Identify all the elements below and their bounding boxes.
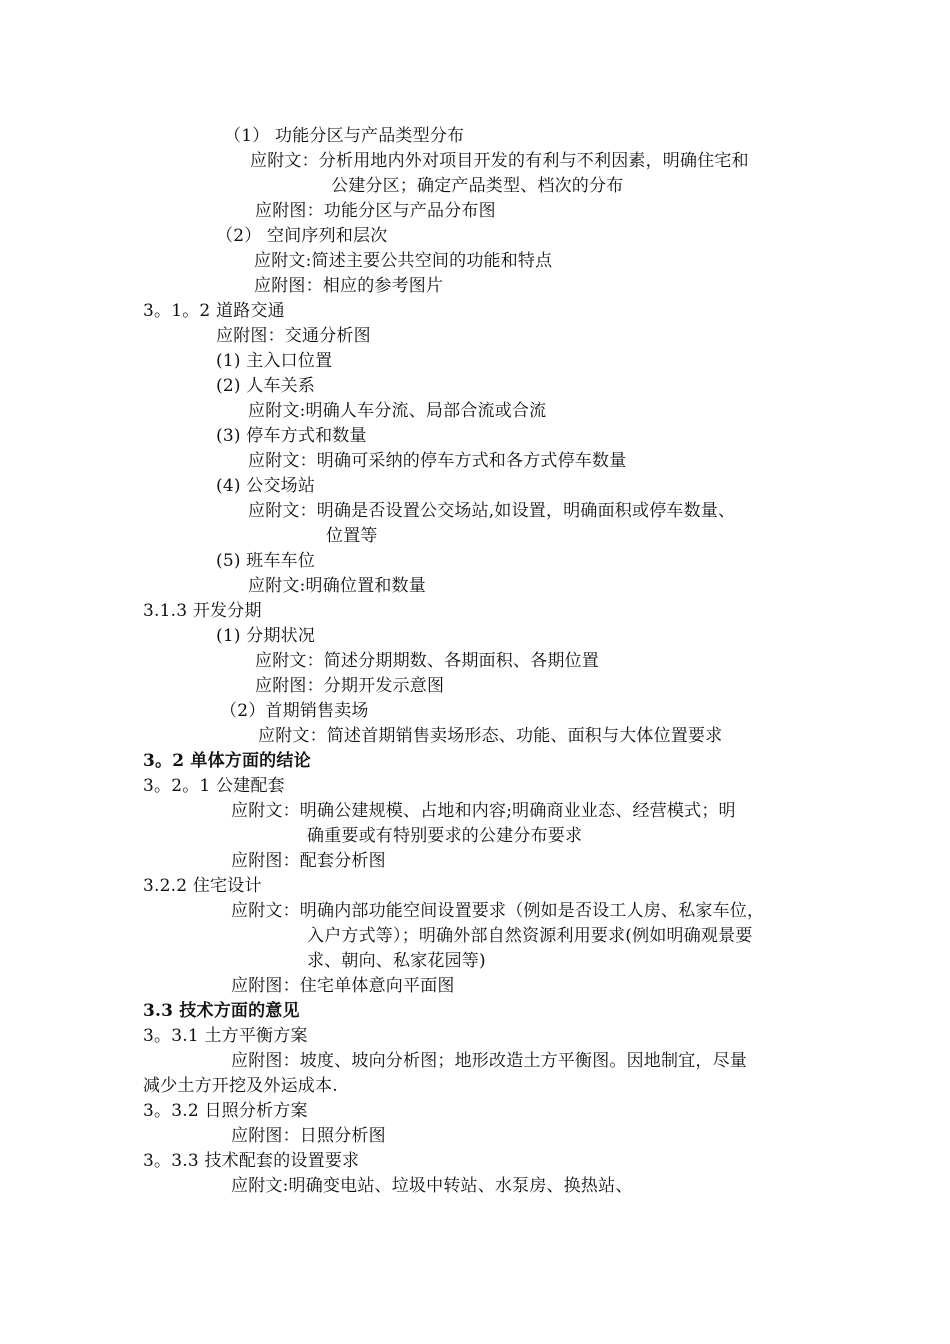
item-first-sales-venue: （2）首期销售卖场 <box>220 701 369 721</box>
attached-figure-line: 应附图：相应的参考图片 <box>254 276 444 296</box>
section-heading-3-1-3: 3.1.3 开发分期 <box>143 601 262 621</box>
attached-text-line: 应附文：简述分期期数、各期面积、各期位置 <box>255 651 599 671</box>
attached-text-line: 应附文：明确公建规模、占地和内容;明确商业业态、经营模式；明 <box>231 801 736 821</box>
attached-text-continuation: 位置等 <box>326 526 378 546</box>
item-parking: (3) 停车方式和数量 <box>216 426 367 446</box>
attached-text-line: 应附文:明确人车分流、局部合流或合流 <box>248 401 547 421</box>
attached-figure-line: 应附图：交通分析图 <box>216 326 371 346</box>
item-pedestrian-vehicle: (2) 人车关系 <box>216 376 316 396</box>
attached-text-line: 应附文：明确内部功能空间设置要求（例如是否设工人房、私家车位， <box>231 901 765 921</box>
item-shuttle-parking: (5) 班车车位 <box>216 551 316 571</box>
attached-figure-line: 应附图：日照分析图 <box>231 1126 386 1146</box>
attached-figure-line: 应附图：功能分区与产品分布图 <box>255 201 496 221</box>
attached-text-line: 应附文：分析用地内外对项目开发的有利与不利因素，明确住宅和 <box>250 151 749 171</box>
item-functional-zoning: （1） 功能分区与产品类型分布 <box>224 126 465 146</box>
section-heading-3-2-1: 3。2。1 公建配套 <box>143 776 285 796</box>
item-space-sequence: （2） 空间序列和层次 <box>216 226 388 246</box>
attached-figure-line: 应附图：住宅单体意向平面图 <box>231 976 455 996</box>
attached-text-line: 应附文：简述首期销售卖场形态、功能、面积与大体位置要求 <box>258 726 723 746</box>
attached-text-continuation: 入户方式等）；明确外部自然资源利用要求(例如明确观景要 <box>307 926 753 946</box>
attached-text-continuation: 确重要或有特别要求的公建分布要求 <box>307 826 583 846</box>
section-heading-3-1-2: 3。1。2 道路交通 <box>143 301 285 321</box>
section-heading-3-3: 3.3 技术方面的意见 <box>143 1001 300 1021</box>
attached-text-line: 应附文:明确变电站、垃圾中转站、水泵房、换热站、 <box>231 1176 633 1196</box>
attached-text-line: 应附文：明确是否设置公交场站,如设置，明确面积或停车数量、 <box>248 501 736 521</box>
section-heading-3-3-2: 3。3.2 日照分析方案 <box>143 1101 308 1121</box>
item-main-entrance: (1) 主入口位置 <box>216 351 333 371</box>
section-heading-3-2-2: 3.2.2 住宅设计 <box>143 876 262 896</box>
section-heading-3-3-3: 3。3.3 技术配套的设置要求 <box>143 1151 360 1171</box>
attached-figure-line: 应附图：坡度、坡向分析图；地形改造土方平衡图。因地制宜，尽量 <box>231 1051 747 1071</box>
attached-figure-line: 应附图：分期开发示意图 <box>255 676 445 696</box>
attached-text-line: 应附文:简述主要公共空间的功能和特点 <box>254 251 553 271</box>
item-phase-status: (1) 分期状况 <box>216 626 316 646</box>
section-heading-3-3-1: 3。3.1 土方平衡方案 <box>143 1026 308 1046</box>
attached-text-line: 应附文：明确可采纳的停车方式和各方式停车数量 <box>248 451 627 471</box>
attached-figure-continuation: 减少土方开挖及外运成本. <box>143 1076 338 1096</box>
attached-text-continuation: 求、朝向、私家花园等) <box>307 951 486 971</box>
attached-text-continuation: 公建分区；确定产品类型、档次的分布 <box>331 176 624 196</box>
attached-text-line: 应附文:明确位置和数量 <box>248 576 426 596</box>
section-heading-3-2: 3。2 单体方面的结论 <box>143 751 311 771</box>
item-bus-station: (4) 公交场站 <box>216 476 316 496</box>
attached-figure-line: 应附图：配套分析图 <box>231 851 386 871</box>
